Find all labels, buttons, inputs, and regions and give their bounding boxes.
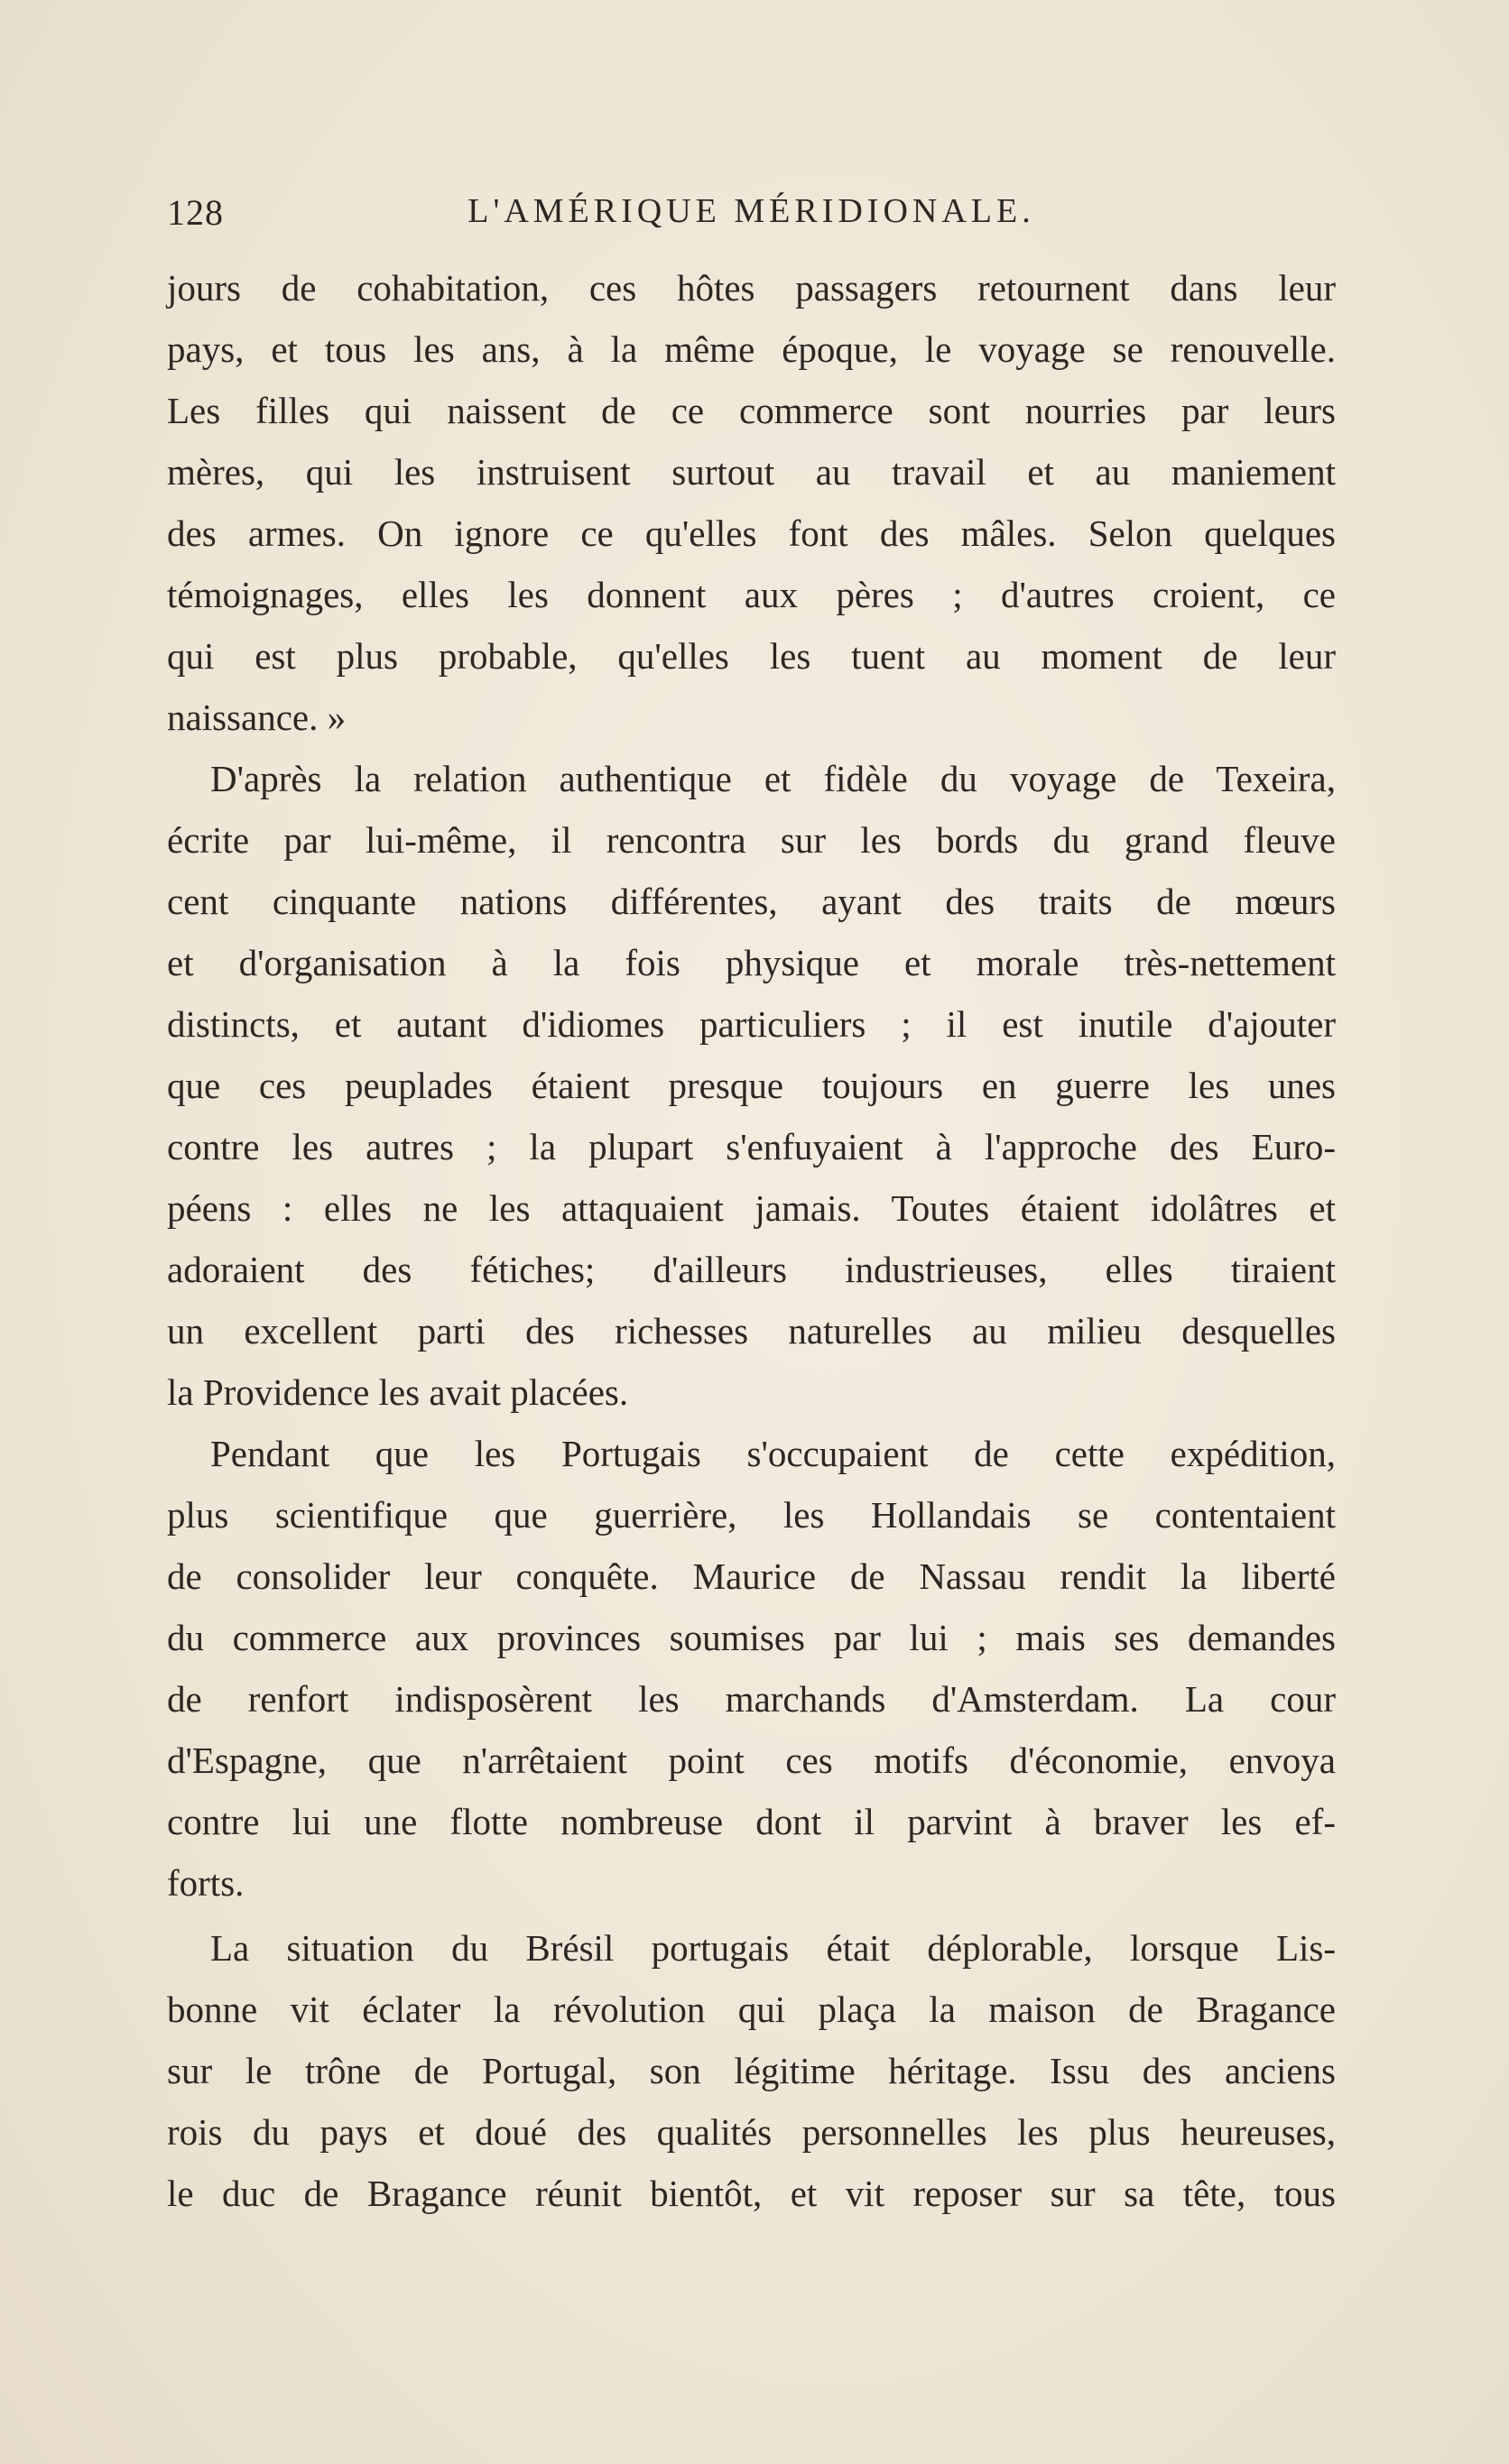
- text-line: forts.: [167, 1862, 245, 1904]
- text-line: rois du pays et doué des qualités personnelles les plus heureuses,: [167, 2111, 1336, 2153]
- text-line: la Providence les avait placées.: [167, 1371, 629, 1413]
- text-line: contre lui une flotte nombreuse dont il parvint à braver les ef-: [167, 1801, 1336, 1842]
- text-line: Les filles qui naissent de ce commerce sont nourries par leurs: [167, 390, 1336, 431]
- text-line: D'après la relation authentique et fidèle du voyage de Texeira,: [210, 758, 1336, 799]
- text-line: le duc de Bragance réunit bientôt, et vit reposer sur sa tête, tous: [167, 2173, 1336, 2214]
- text-line: et d'organisation à la fois physique et morale très-nettement: [167, 942, 1336, 983]
- text-line: La situation du Brésil portugais était déplorable, lorsque Lis-: [210, 1927, 1336, 1969]
- text-line: adoraient des fétiches; d'ailleurs industrieuses, elles tiraient: [167, 1249, 1336, 1290]
- text-line: qui est plus probable, qu'elles les tuent au moment de leur: [167, 635, 1336, 677]
- page-header: [167, 191, 1336, 245]
- text-line: d'Espagne, que n'arrêtaient point ces motifs d'économie, envoya: [167, 1740, 1336, 1781]
- running-head: L'AMÉRIQUE MÉRIDIONALE.: [468, 192, 1035, 230]
- text-line: un excellent parti des richesses naturelles au milieu desquelles: [167, 1310, 1336, 1352]
- text-line: témoignages, elles les donnent aux pères ; d'autres croient, ce: [167, 574, 1336, 615]
- text-line: Pendant que les Portugais s'occupaient de cette expédition,: [210, 1433, 1336, 1474]
- text-line: contre les autres ; la plupart s'enfuyaient à l'approche des Euro-: [167, 1126, 1336, 1167]
- page-number: 128: [167, 192, 224, 233]
- text-line: sur le trône de Portugal, son légitime héritage. Issu des anciens: [167, 2050, 1336, 2091]
- text-line: du commerce aux provinces soumises par lui ; mais ses demandes: [167, 1617, 1336, 1658]
- text-line: que ces peuplades étaient presque toujours en guerre les unes: [167, 1065, 1336, 1106]
- text-line: de renfort indisposèrent les marchands d'Amsterdam. La cour: [167, 1678, 1336, 1720]
- text-line: péens : elles ne les attaquaient jamais. Toutes étaient idolâtres et: [167, 1187, 1336, 1229]
- text-line: distincts, et autant d'idiomes particuliers ; il est inutile d'ajouter: [167, 1003, 1336, 1045]
- text-line: mères, qui les instruisent surtout au travail et au maniement: [167, 451, 1336, 493]
- text-line: des armes. On ignore ce qu'elles font des mâles. Selon quelques: [167, 512, 1336, 554]
- body-text: [167, 257, 1336, 2242]
- text-line: jours de cohabitation, ces hôtes passagers retournent dans leur: [167, 267, 1336, 309]
- text-line: pays, et tous les ans, à la même époque, le voyage se renouvelle.: [167, 328, 1336, 370]
- text-line: naissance. »: [167, 697, 347, 738]
- text-line: cent cinquante nations différentes, ayant des traits de mœurs: [167, 881, 1336, 922]
- text-line: de consolider leur conquête. Maurice de Nassau rendit la liberté: [167, 1555, 1336, 1597]
- text-line: écrite par lui-même, il rencontra sur les bords du grand fleuve: [167, 819, 1336, 861]
- text-line: plus scientifique que guerrière, les Hollandais se contentaient: [167, 1494, 1336, 1536]
- text-line: bonne vit éclater la révolution qui plaça la maison de Bragance: [167, 1989, 1336, 2030]
